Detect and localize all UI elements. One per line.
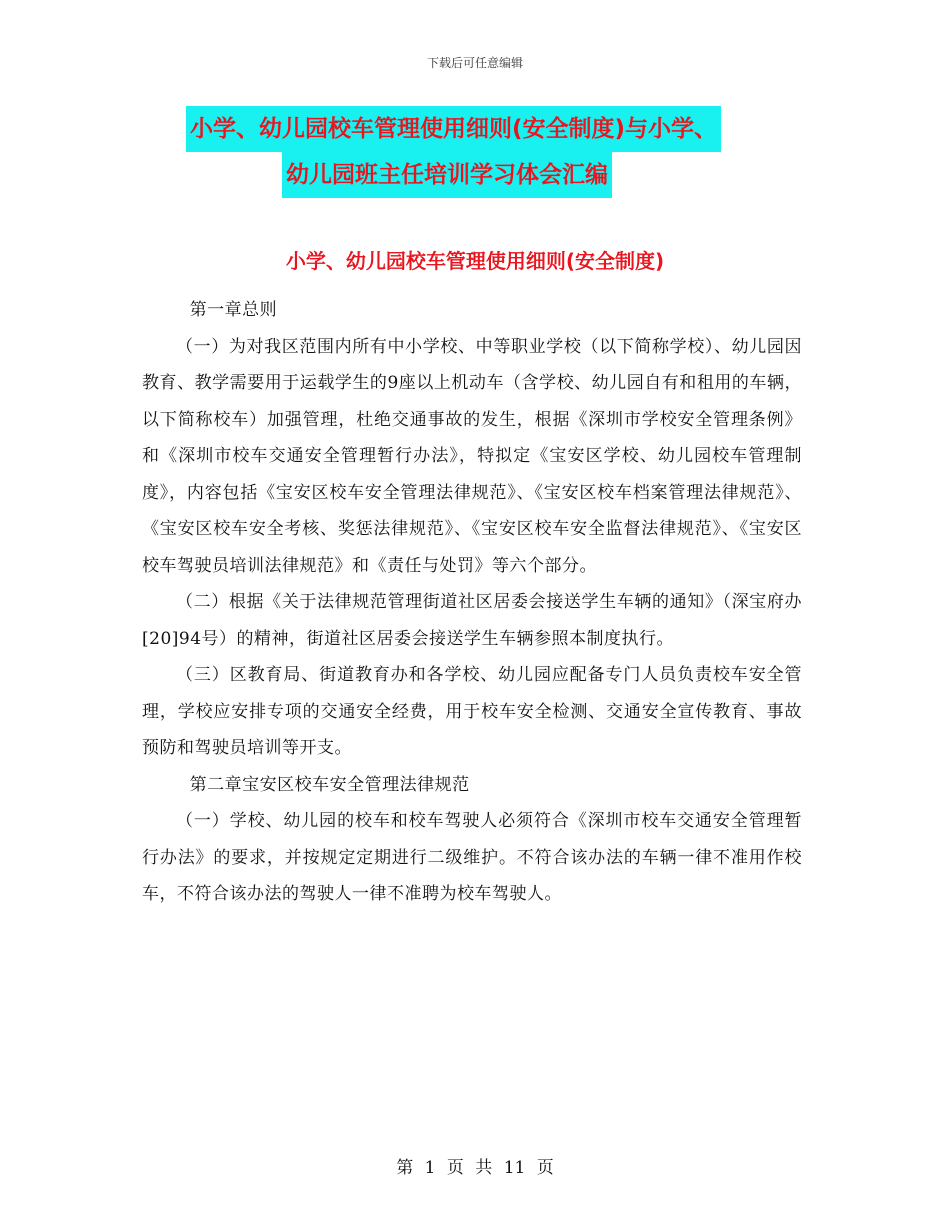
- body-text: [142, 292, 802, 913]
- main-title-line-1: 小学、幼儿园校车管理使用细则(安全制度)与小学、: [186, 106, 721, 152]
- main-title-line-2: 幼儿园班主任培训学习体会汇编: [282, 152, 612, 198]
- page-footer: 第 1 页 共 11 页: [396, 1158, 554, 1178]
- section-title: 小学、幼儿园校车管理使用细则(安全制度): [285, 249, 665, 273]
- paragraph: （一）学校、幼儿园的校车和校车驾驶人必须符合《深圳市校车交通安全管理暂行办法》的要求，并按规定定期进行二级维护。不符合该办法的车辆一律不准用作校车，不符合该办法的驾驶人一律不准聘为校车驾驶人。: [142, 811, 802, 904]
- main-title: [186, 106, 806, 198]
- paragraph: （三）区教育局、街道教育办和各学校、幼儿园应配备专门人员负责校车安全管理，学校应安排专项的交通安全经费，用于校车安全检测、交通安全宣传教育、事故预防和驾驶员培训等开支。: [142, 665, 802, 758]
- chapter-heading-2: 第二章宝安区校车安全管理法律规范: [189, 774, 470, 795]
- chapter-heading-1: 第一章总则: [189, 300, 278, 320]
- paragraph: （二）根据《关于法律规范管理街道社区居委会接送学生车辆的通知》（深宝府办[20]94号）的精神，街道社区居委会接送学生车辆参照本制度执行。: [142, 592, 802, 649]
- paragraph: （一）为对我区范围内所有中小学校、中等职业学校（以下简称学校）、幼儿园因教育、教学需要用于运载学生的9座以上机动车（含学校、幼儿园自有和租用的车辆，以下简称校车）加强管理，杜绝交通事故的发生，根据《深圳市学校安全管理条例》和《深圳市校车交通安全管理暂行办法》，特拟定《宝安区学校、幼儿园校车管理制度》，内容包括《宝安区校车安全管理法律规范》、《宝安区校车档案管理法律规范》、《宝安区校车安全考核、奖惩法律规范》、《宝安区校车安全监督法律规范》、《宝安区校车驾驶员培训法律规范》和《责任与处罚》等六个部分。: [142, 336, 802, 576]
- header-note: 下载后可任意编辑: [426, 56, 523, 70]
